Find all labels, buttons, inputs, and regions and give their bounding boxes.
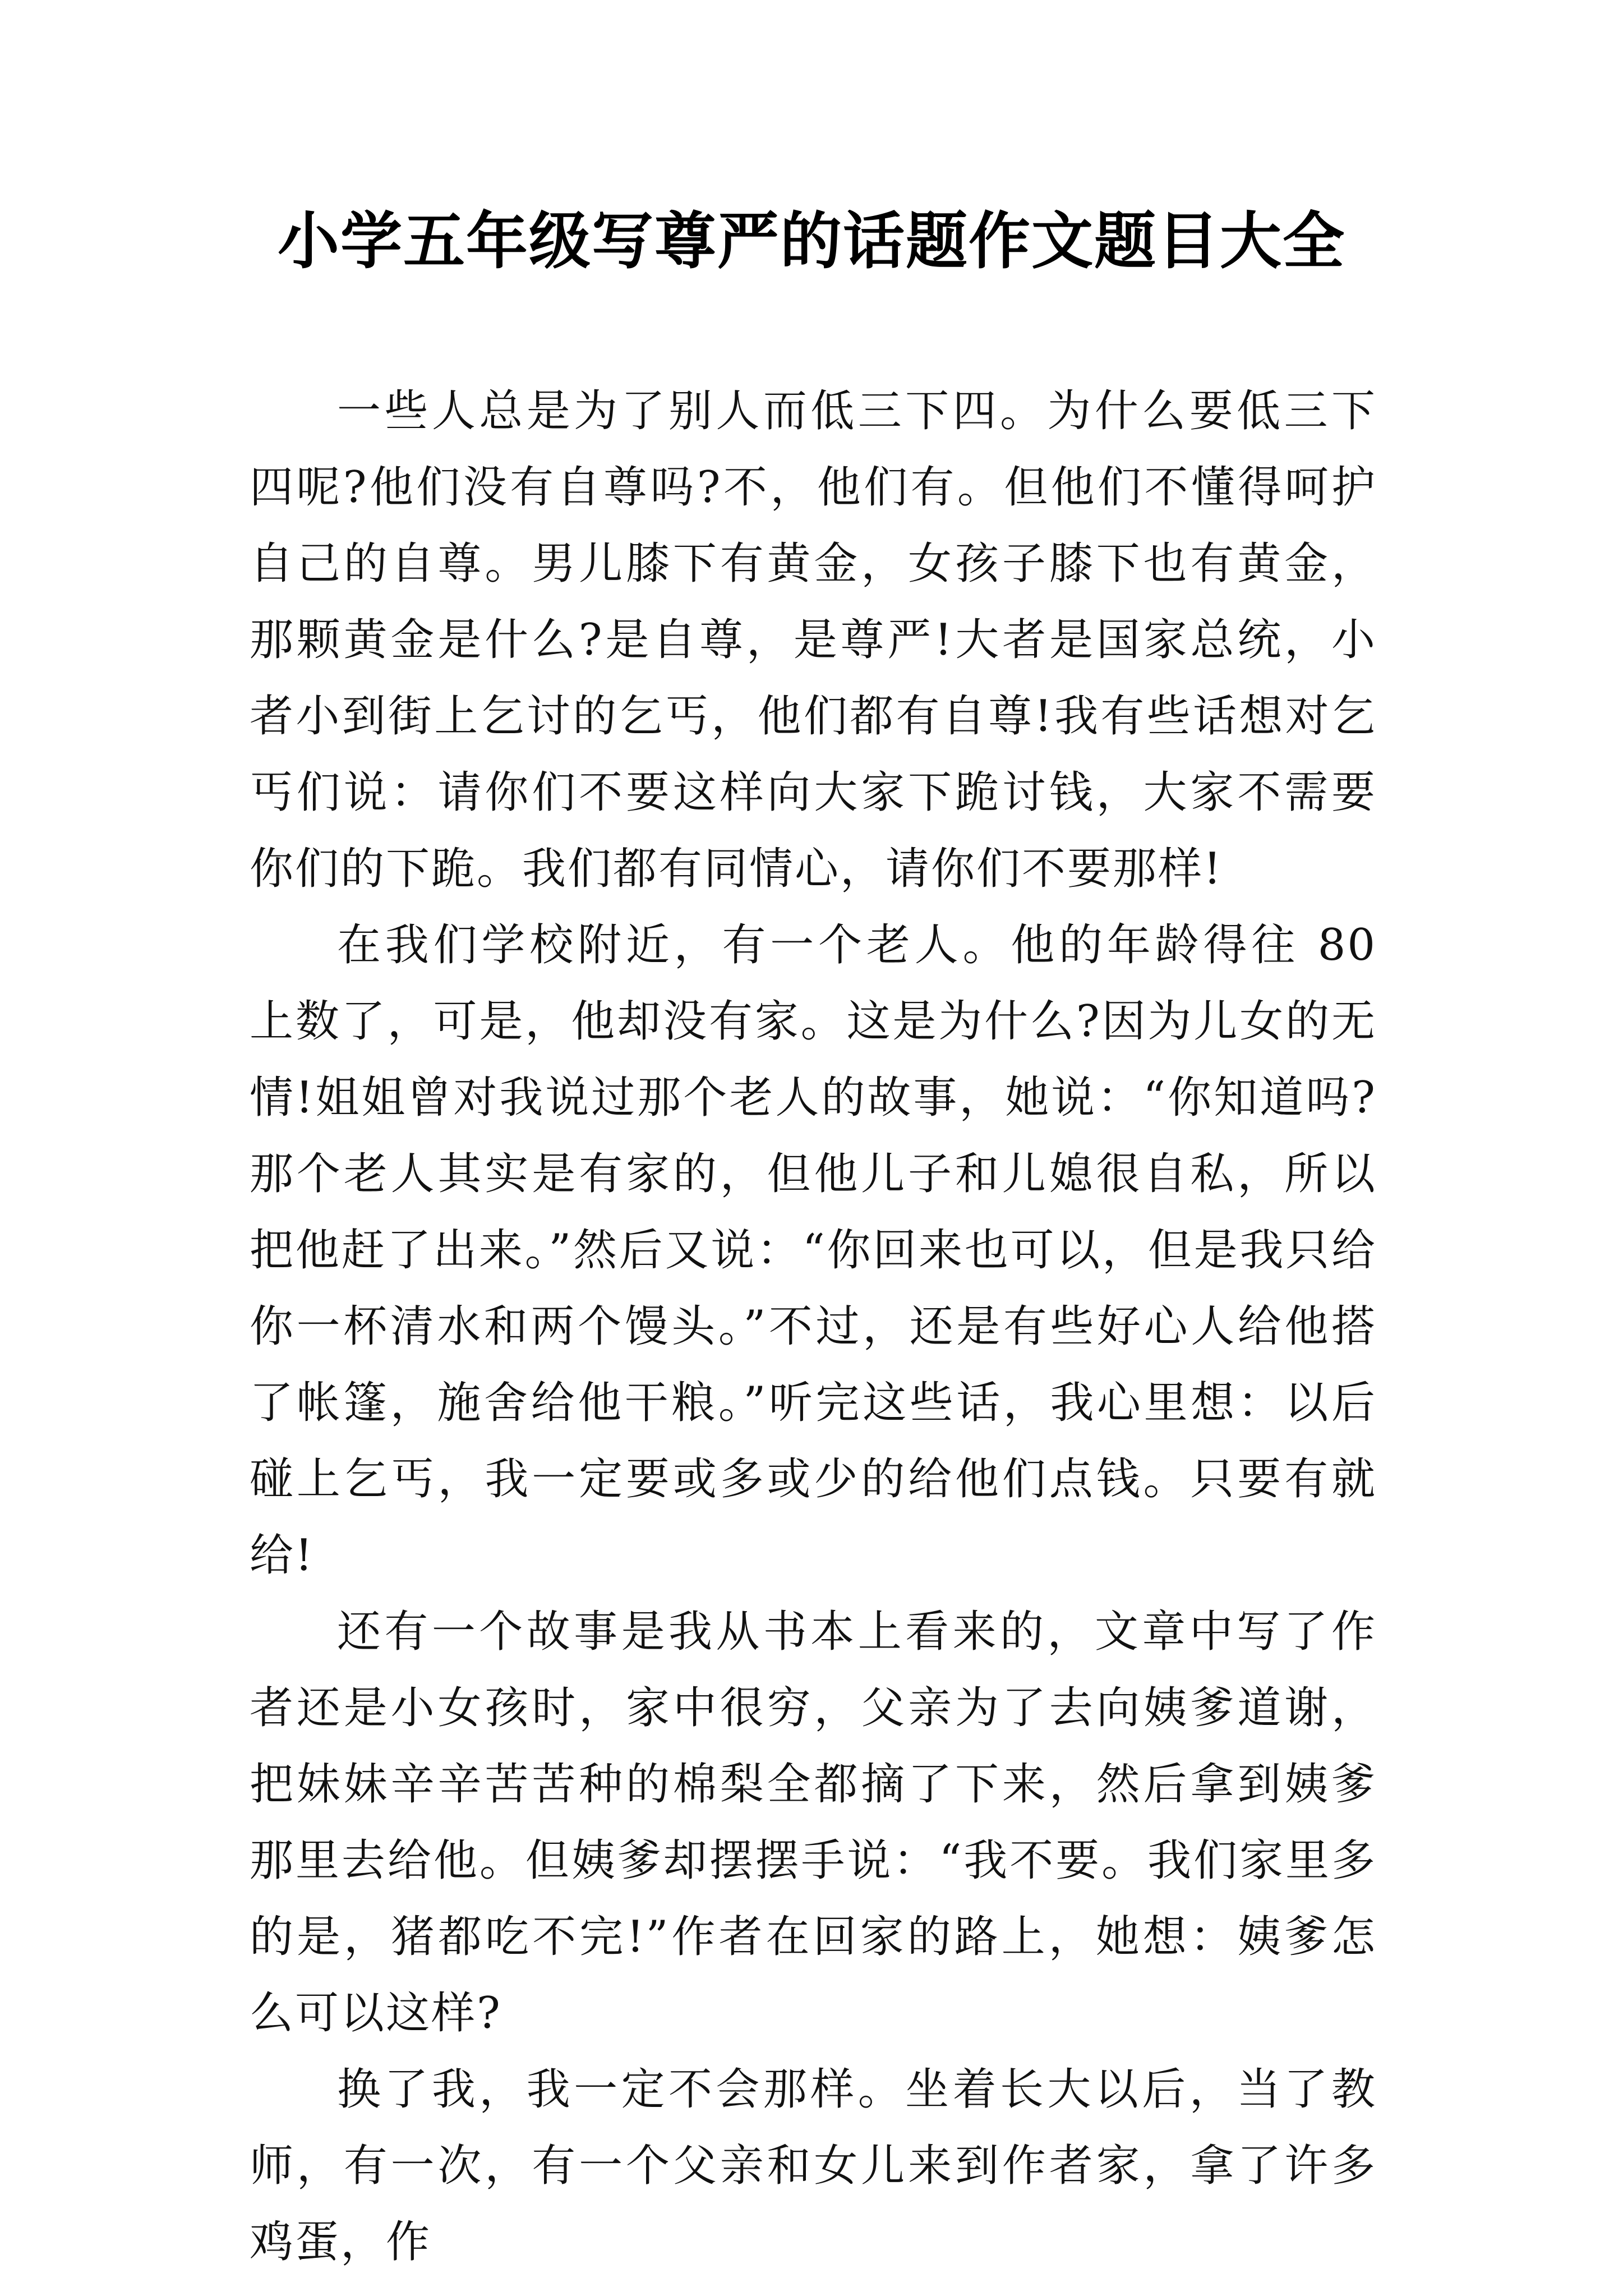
document-title: 小学五年级写尊严的话题作文题目大全 — [278, 205, 1345, 277]
paragraph: 还有一个故事是我从书本上看来的，文章中写了作者还是小女孩时，家中很穷，父亲为了去向姨爹道谢，把妹妹辛辛苦苦种的棉梨全都摘了下来，然后拿到姨爹那里去给他。但姨爹却摆摆手说：“我不要。我们家里多的是，猪都吃不完!”作者在回家的路上，她想：姨爹怎么可以这样? — [250, 1607, 1377, 2039]
paragraph: 换了我，我一定不会那样。坐着长大以后，当了教师，有一次，有一个父亲和女儿来到作者家，拿了许多鸡蛋，作 — [250, 2064, 1377, 2267]
paragraph: 一些人总是为了别人而低三下四。为什么要低三下四呢?他们没有自尊吗?不，他们有。但他们不懂得呵护自己的自尊。男儿膝下有黄金，女孩子膝下也有黄金，那颗黄金是什么?是自尊，是尊严!大者是国家总统，小者小到街上乞讨的乞丐，他们都有自尊!我有些话想对乞丐们说：请你们不要这样向大家下跪讨钱，大家不需要你们的下跪。我们都有同情心，请你们不要那样! — [250, 386, 1377, 894]
paragraph: 在我们学校附近，有一个老人。他的年龄得往 80 上数了，可是，他却没有家。这是为什么?因为儿女的无情!姐姐曾对我说过那个老人的故事，她说：“你知道吗?那个老人其实是有家的，但他儿子和儿媳很自私，所以把他赶了出来。”然后又说：“你回来也可以，但是我只给你一杯清水和两个馒头。”不过，还是有些好心人给他搭了帐篷，施舍给他干粮。”听完这些话，我心里想：以后碰上乞丐，我一定要或多或少的给他们点钱。只要有就给! — [250, 920, 1377, 1581]
document-body — [250, 373, 1377, 2280]
